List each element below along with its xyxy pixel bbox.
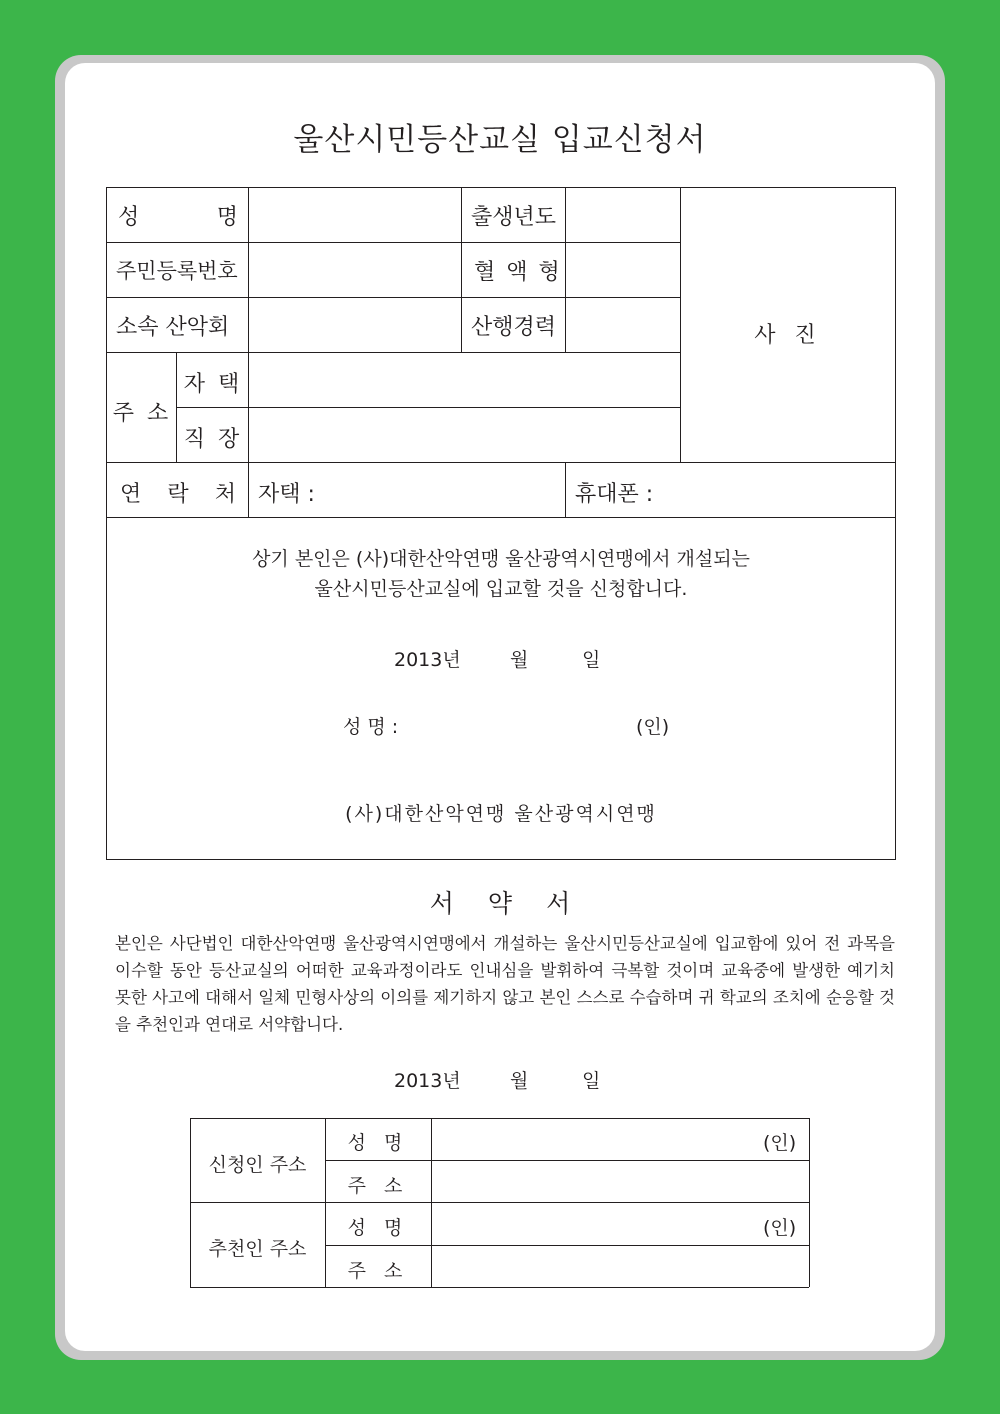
mobile-phone-label: 휴대폰 :: [575, 482, 654, 507]
applicant-label: 신청인 주소: [208, 1154, 307, 1176]
applicant-seal: (인): [763, 1132, 797, 1154]
recommender-address-label: 주 소: [347, 1260, 409, 1282]
hiking-career-input[interactable]: [569, 300, 677, 350]
declaration-seal: (인): [636, 716, 670, 738]
work-address-input[interactable]: [252, 410, 677, 460]
mobile-phone-input[interactable]: [665, 465, 890, 515]
home-phone-input[interactable]: [330, 465, 560, 515]
photo-label: 사 진: [754, 323, 822, 348]
birth-year-label: 출생년도: [471, 205, 557, 230]
applicant-name-label: 성 명: [347, 1132, 409, 1154]
contact-label-char3: 처: [214, 482, 236, 507]
name-label-char1: 성: [118, 205, 140, 230]
recommender-label: 추천인 주소: [208, 1238, 307, 1260]
address-label: 주 소: [112, 401, 172, 426]
club-input[interactable]: [252, 300, 457, 350]
name-label: [118, 200, 238, 231]
pledge-title: 서약서: [429, 889, 605, 918]
declaration-month: 월: [510, 649, 529, 671]
recommender-address-input[interactable]: [435, 1248, 805, 1284]
pledge-year: 2013년: [394, 1070, 461, 1092]
contact-label-char2: 락: [167, 482, 189, 507]
declaration-name-input[interactable]: [410, 705, 630, 739]
applicant-name-input[interactable]: [435, 1121, 745, 1157]
blood-type-label: 혈 액 형: [474, 260, 562, 285]
pledge-day: 일: [582, 1070, 601, 1092]
pledge-body: 본인은 사단법인 대한산악연맹 울산광역시연맹에서 개설하는 울산시민등산교실에 입교함에 있어 전 과목을 이수할 동안 등산교실의 어떠한 교육과정이라도 인내심을 발휘하여 극복할 것이며 교육중에 발생한 예기치 못한 사고에 대해서 일체 민형사상의 이의를 제기하지 않고 본인 스스로 수습하며 귀 학교의 조치에 순응할 것을 추천인과 연대로 서약합니다.: [115, 934, 895, 1034]
birth-year-input[interactable]: [569, 190, 677, 240]
recommender-name-label: 성 명: [347, 1217, 409, 1239]
declaration-line-2: 울산시민등산교실에 입교할 것을 신청합니다.: [314, 578, 688, 600]
declaration-line-1: 상기 본인은 (사)대한산악연맹 울산광역시연맹에서 개설되는: [252, 548, 750, 570]
contact-label-char1: 연: [120, 482, 142, 507]
resident-id-label: 주민등록번호: [116, 259, 238, 283]
work-address-label: 직 장: [183, 427, 243, 452]
organization-name: (사)대한산악연맹 울산광역시연맹: [345, 803, 657, 825]
pledge-month: 월: [510, 1070, 529, 1092]
resident-id-input[interactable]: [252, 245, 457, 295]
contact-label: [120, 477, 236, 508]
page-title: 울산시민등산교실 입교신청서: [293, 122, 707, 158]
applicant-address-label: 주 소: [347, 1175, 409, 1197]
declaration-day: 일: [582, 649, 601, 671]
recommender-name-input[interactable]: [435, 1205, 745, 1241]
home-address-input[interactable]: [252, 355, 677, 405]
applicant-address-input[interactable]: [435, 1163, 805, 1199]
home-phone-label: 자택 :: [258, 482, 315, 507]
blood-type-input[interactable]: [569, 245, 677, 295]
hiking-career-label: 산행경력: [471, 315, 557, 340]
name-input[interactable]: [252, 190, 457, 240]
club-label: 소속 산악회: [116, 315, 230, 340]
home-address-label: 자 택: [183, 372, 243, 397]
name-label-char2: 명: [216, 205, 238, 230]
recommender-seal: (인): [763, 1217, 797, 1239]
declaration-year: 2013년: [394, 649, 461, 671]
declaration-name-label: 성 명 :: [343, 716, 399, 738]
